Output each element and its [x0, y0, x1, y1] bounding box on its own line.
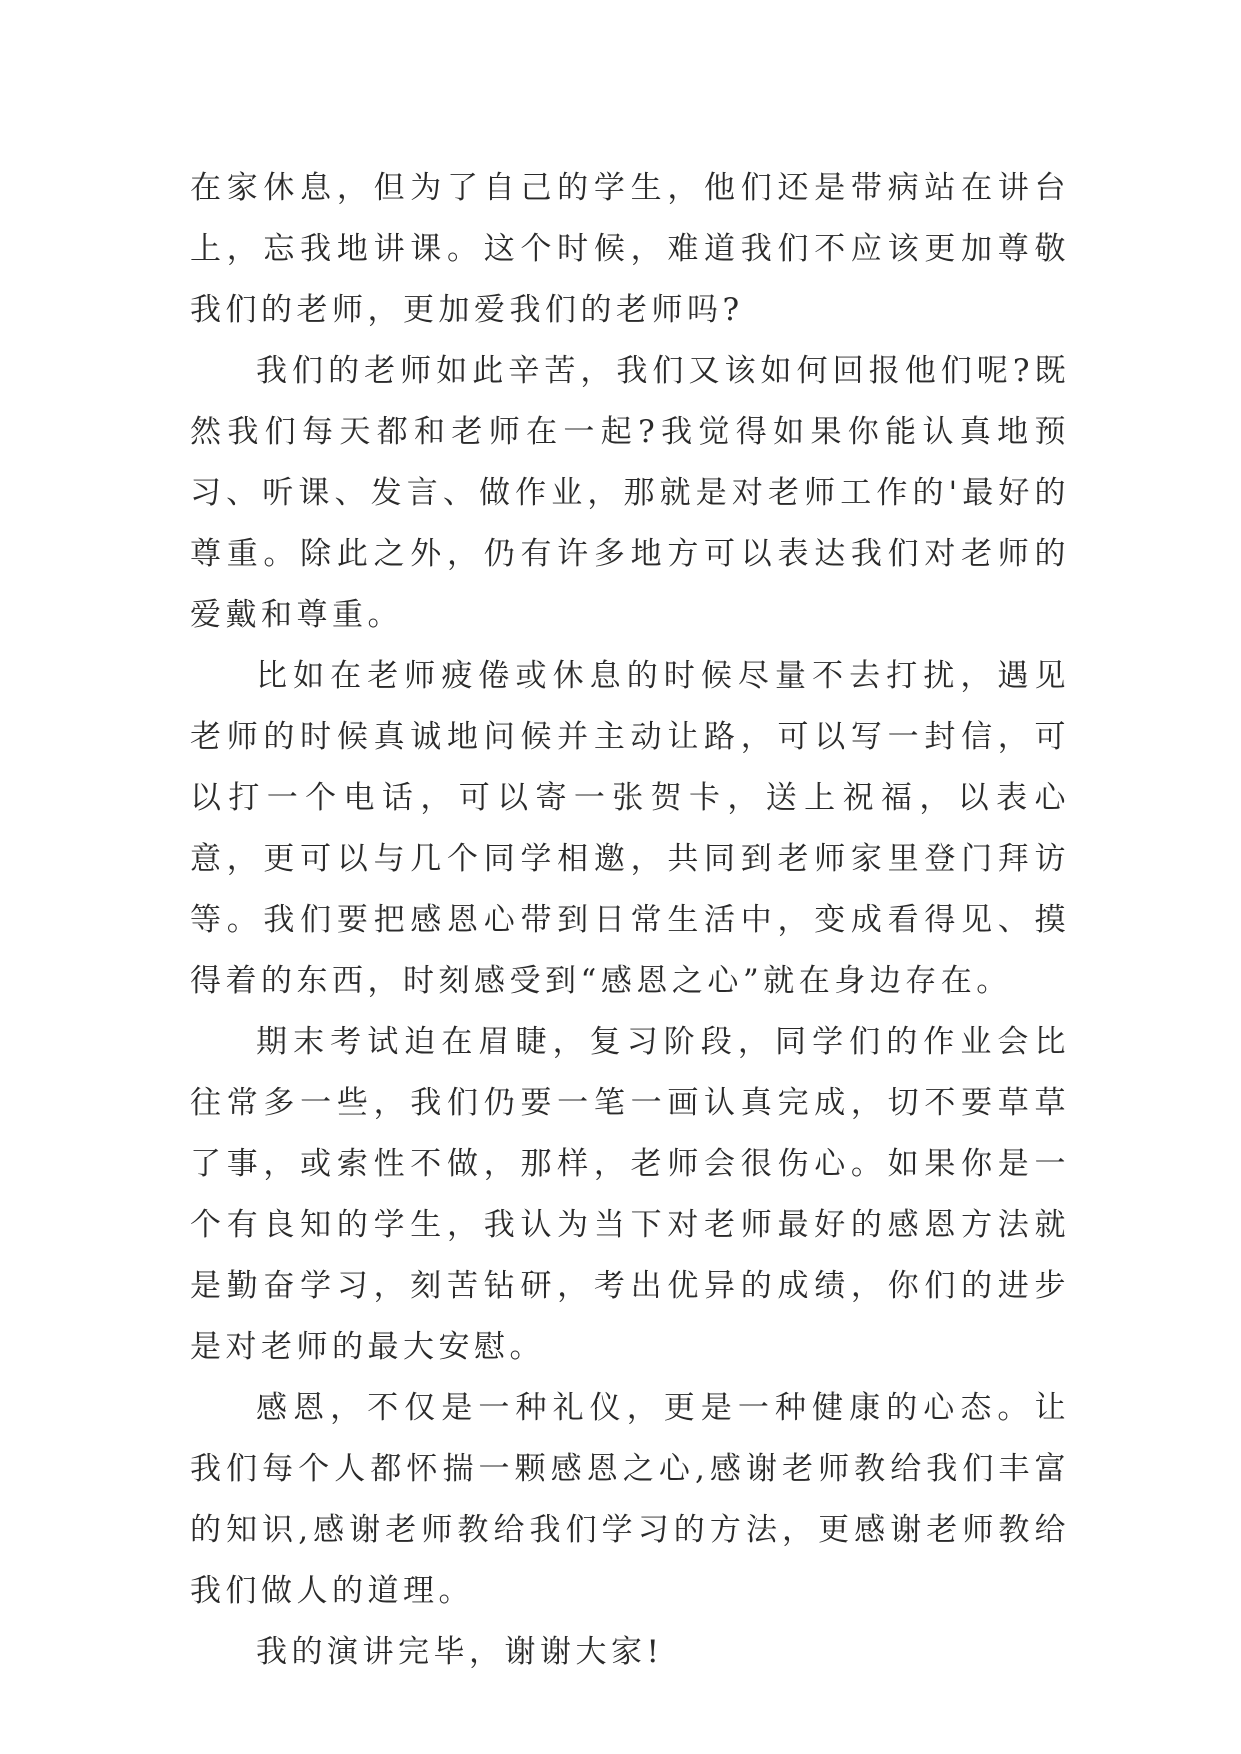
paragraph-6: 我的演讲完毕，谢谢大家!	[256, 1634, 664, 1670]
paragraph-2: 我们的老师如此辛苦，我们又该如何回报他们呢?既然我们每天都和老师在一起?我觉得如果你能认真地预习、听课、发言、做作业，那就是对老师工作的'最好的尊重。除此之外，仍有许多地方可以表达我们对老师的爱戴和尊重。	[190, 353, 1070, 633]
paragraph-1: 在家休息，但为了自己的学生，他们还是带病站在讲台上，忘我地讲课。这个时候，难道我们不应该更加尊敬我们的老师，更加爱我们的老师吗?	[190, 170, 1070, 328]
paragraph-4: 期末考试迫在眉睫，复习阶段，同学们的作业会比往常多一些，我们仍要一笔一画认真完成，切不要草草了事，或索性不做，那样，老师会很伤心。如果你是一个有良知的学生，我认为当下对老师最好的感恩方法就是勤奋学习，刻苦钻研，考出优异的成绩，你们的进步是对老师的最大安慰。	[190, 1024, 1070, 1365]
paragraph-5: 感恩，不仅是一种礼仪，更是一种健康的心态。让我们每个人都怀揣一颗感恩之心,感谢老师教给我们丰富的知识,感谢老师教给我们学习的方法，更感谢老师教给我们做人的道理。	[190, 1390, 1070, 1609]
paragraph-3: 比如在老师疲倦或休息的时候尽量不去打扰，遇见老师的时候真诚地问候并主动让路，可以写一封信，可以打一个电话，可以寄一张贺卡，送上祝福，以表心意，更可以与几个同学相邀，共同到老师家里登门拜访等。我们要把感恩心带到日常生活中，变成看得见、摸得着的东西，时刻感受到“感恩之心”就在身边存在。	[190, 658, 1070, 999]
speech-body	[190, 158, 1070, 1683]
